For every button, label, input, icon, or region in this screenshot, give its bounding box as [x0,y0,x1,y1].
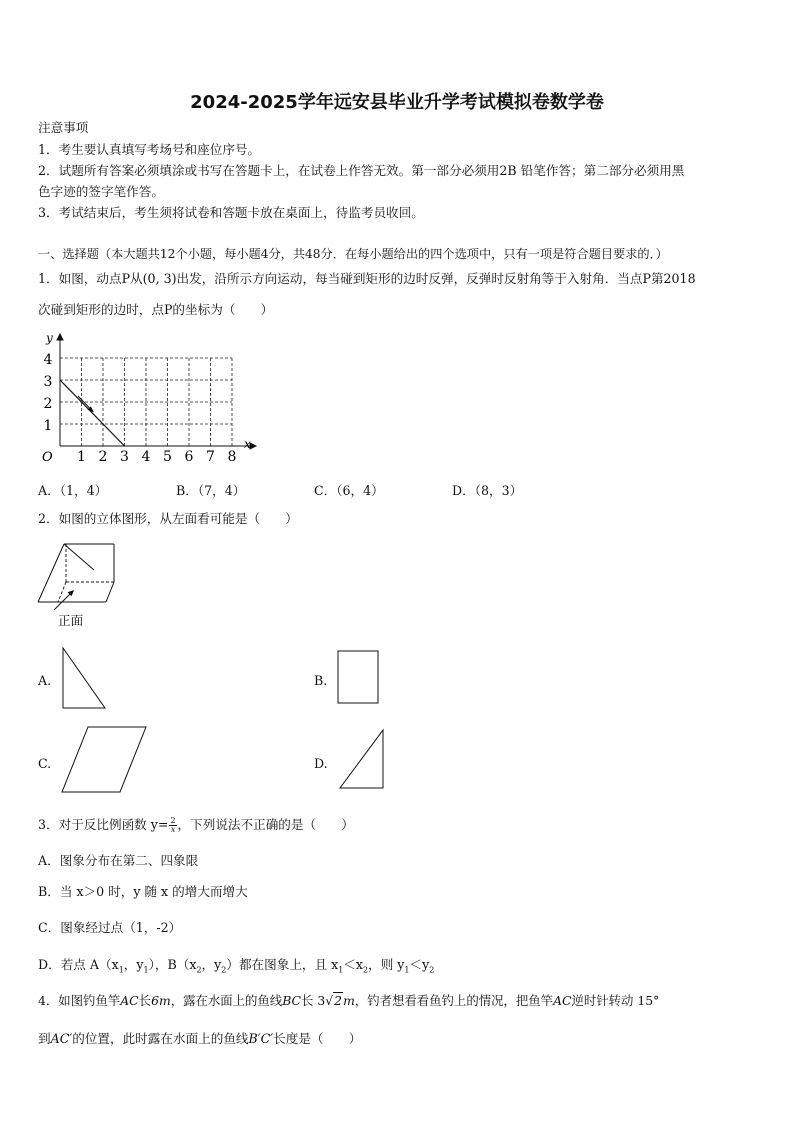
q1-option-c[interactable]: C．（6，4） [314,483,384,498]
q3-option-b[interactable]: B．当 x＞0 时，y 随 x 的增大而增大 [38,884,248,899]
q3-stem [38,817,354,834]
q2-option-c-label[interactable]: C. [38,756,52,771]
q4-math: m [343,993,355,1008]
q3-option-c[interactable]: C．图象经过点（1，-2） [38,920,182,935]
q1-path-line [60,380,125,446]
q3-d-text: ＜x [343,957,363,972]
q4-text: ，钓者想看看鱼钓上的情况，把鱼竿 [354,993,554,1008]
q4-text: 长 [138,993,152,1008]
q1-option-b[interactable]: B．（7，4） [176,483,246,498]
q1-x-tick: 7 [206,449,215,465]
q1-y-tick: 1 [43,418,53,434]
q3-fraction-numerator: 2 [170,816,176,825]
subscript: 2 [429,965,435,975]
q1-axes [57,334,256,449]
q3-stem-suffix: ，下列说法不正确的是（ ） [177,817,354,832]
q1-option-a[interactable]: A．（1，4） [38,483,108,498]
q1-x-tick: 2 [98,449,108,465]
q4-text: 4．如图钓鱼竿 [38,993,121,1008]
subscript: 2 [363,965,369,975]
q3-d-text: ）都在图象上，且 x [226,957,339,972]
q3-d-text: D．若点 A（x [38,957,119,972]
q3-d-text: ，y [123,957,144,972]
q3-option-a[interactable]: A．图象分布在第二、四象限 [38,853,199,868]
q1-option-d[interactable]: D．（8，3） [452,483,523,498]
q3-d-text: ，则 y [368,957,405,972]
q1-grid [60,358,232,446]
q1-origin-label: O [42,450,53,465]
q1-direction-arrow [78,396,94,413]
q2-option-c-parallelogram[interactable] [58,722,150,796]
q1-x-tick: 6 [184,449,194,465]
q1-x-tick: 4 [141,449,151,465]
q1-y-tick: 3 [43,374,53,390]
subscript: 2 [196,965,202,975]
q1-x-axis-label: x [244,437,251,451]
q2-option-a-label[interactable]: A. [38,673,52,688]
notice-item-3: 3．考试结束后，考生须将试卷和答题卡放在桌面上，待监考员收回。 [38,205,424,220]
subscript: 1 [404,965,410,975]
q4-math: AC [120,993,139,1008]
q2-option-b-label[interactable]: B. [314,673,328,688]
q3-stem-prefix: 3．对于反比例函数 y= [38,817,169,832]
q2-option-a-right-triangle[interactable] [58,646,110,712]
subscript: 1 [118,965,124,975]
q3-option-d[interactable] [38,957,434,979]
q1-x-ticks [77,449,236,465]
q1-stem-line2: 次碰到矩形的边时，点P的坐标为（ ） [38,302,274,317]
notice-item-2-cont: 色字迹的签字笔作答。 [38,184,164,199]
q2-option-b-rectangle[interactable] [334,648,382,706]
q4-sqrt-radicand: 2 [334,993,343,1008]
q4-math: AC [553,993,572,1008]
section-heading: 一、选择题（本大题共12个小题，每小题4分，共48分．在每小题给出的四个选项中，只有一项是符合题目要求的．） [38,247,668,261]
q1-y-tick: 4 [43,352,53,368]
q3-fraction [169,817,176,834]
q2-stem: 2．如图的立体图形，从左面看可能是（ ） [38,511,298,526]
notice-item-1: 1．考生要认真填写考场号和座位序号。 [38,142,261,157]
q3-d-text: ），B（x [148,957,197,972]
q1-stem-line1: 1．如图，动点P从(0, 3)出发，沿所示方向运动，每当碰到矩形的边时反弹，反弹时反射角等于入射角．当点P第2018 [38,271,696,286]
q3-d-text: ，y [201,957,222,972]
q1-coordinate-graph [36,330,260,465]
notice-heading: 注意事项 [38,120,89,135]
q4-math: B′C′ [248,1031,274,1046]
subscript: 1 [338,965,344,975]
q4-sqrt: √2 [325,993,343,1008]
q1-x-tick: 3 [120,449,129,465]
q3-d-text: ＜y [409,957,430,972]
q3-fraction-denominator: x [170,825,176,834]
q4-text: 到 [38,1031,51,1046]
q1-x-tick: 1 [77,449,86,465]
q4-text: 长度是（ ） [273,1031,362,1046]
q1-y-axis-label: y [46,331,53,345]
q4-text: 逆时针转动 15° [571,993,660,1008]
q2-front-label: 正面 [58,613,84,628]
q4-text: ，露在水面上的鱼线 [170,993,283,1008]
q2-front-arrow [54,590,74,610]
q4-math: AC′ [50,1031,73,1046]
q4-text: 的位置，此时露在水面上的鱼线 [72,1031,249,1046]
q2-option-d-label[interactable]: D. [314,756,328,771]
q2-solid-figure [36,540,126,610]
subscript: 2 [221,965,227,975]
page-title: 2024-2025学年远安县毕业升学考试模拟卷数学卷 [190,92,604,113]
q4-math: BC [282,993,302,1008]
q4-text: 长 3 [301,993,326,1008]
q4-math: 6m [151,993,171,1008]
q1-y-tick: 2 [43,396,53,412]
notice-item-2: 2．试题所有答案必须填涂或书写在答题卡上，在试卷上作答无效。第一部分必须用2B 铅笔作答；第二部分必须用黑 [38,163,685,178]
q4-stem-line1 [38,993,659,1009]
q4-stem-line2 [38,1031,361,1047]
q2-option-d-triangle[interactable] [336,726,388,792]
subscript: 1 [143,965,149,975]
q1-y-ticks [44,352,53,434]
q1-x-tick: 5 [163,449,172,465]
q1-x-tick: 8 [227,449,237,465]
